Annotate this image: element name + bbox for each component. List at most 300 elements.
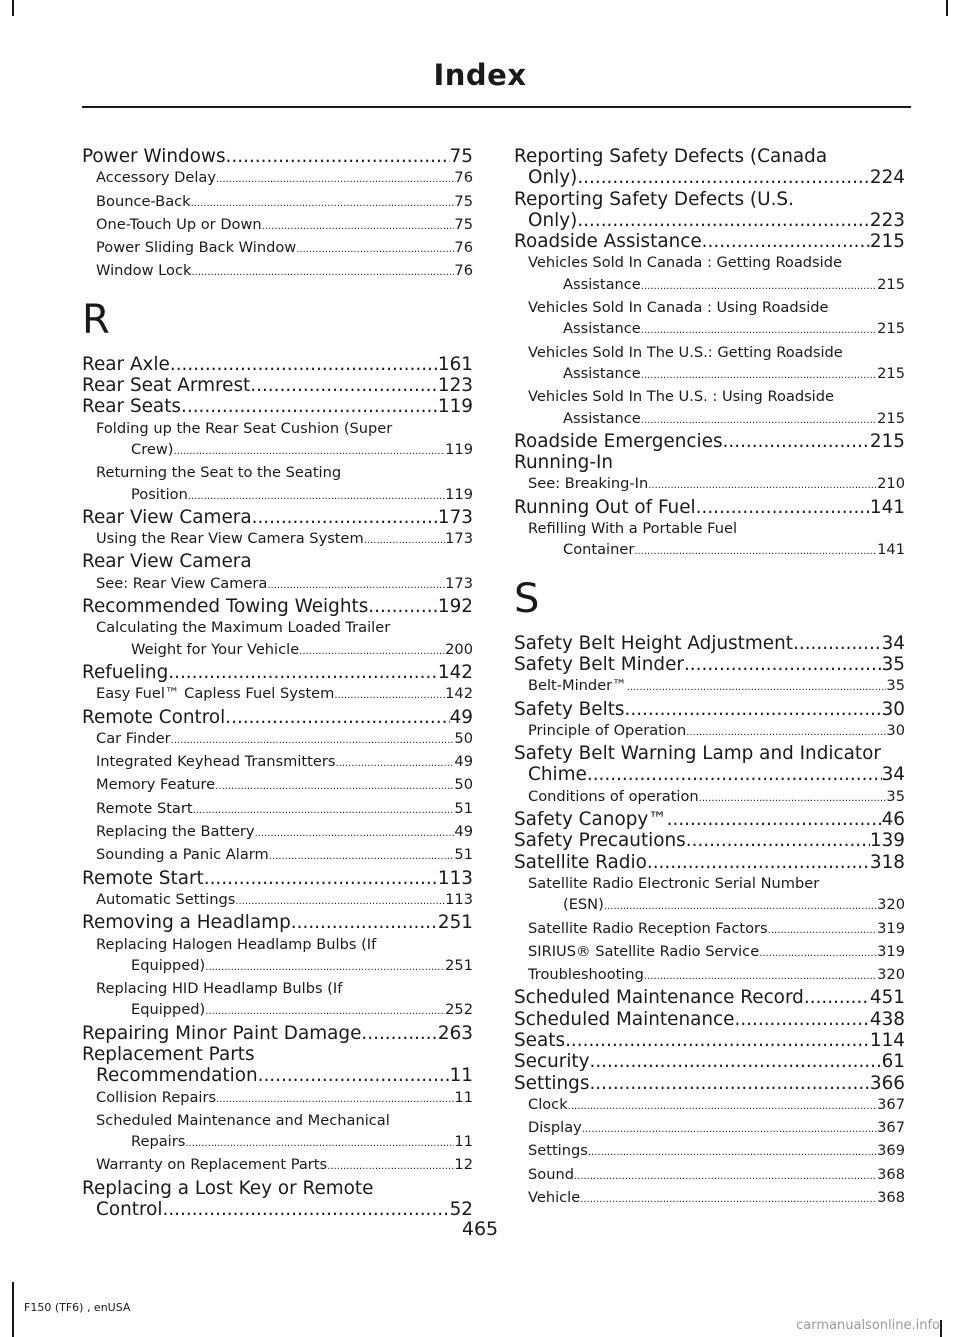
dot-leader (696, 497, 870, 518)
entry-text: Safety Belt Warning Lamp and Indicator (514, 743, 881, 765)
page-reference: 75 (454, 215, 473, 233)
entry-text: Reporting Safety Defects (U.S. (514, 188, 794, 210)
index-entry (82, 868, 473, 889)
dot-leader (191, 193, 455, 214)
crop-mark-top-left (12, 0, 14, 16)
index-subentry (514, 1094, 905, 1117)
entry-line (96, 573, 473, 596)
index-entry (82, 596, 473, 617)
dot-leader (588, 1142, 877, 1163)
entry-continuation: Assistance (563, 409, 641, 427)
index-subentry (514, 297, 905, 342)
entry-text: Vehicles Sold In The U.S. : Using Roadside (528, 388, 834, 406)
index-entry (514, 830, 905, 851)
page-reference: 119 (445, 440, 473, 458)
index-subentry (514, 1187, 905, 1210)
index-entry (514, 497, 905, 518)
index-entry (82, 354, 473, 375)
entry-text: Easy Fuel™ Capless Fuel System (96, 685, 335, 703)
page-reference: 30 (886, 721, 905, 739)
index-subentry (82, 191, 473, 214)
entry-line (514, 699, 905, 720)
index-entry (82, 1044, 473, 1087)
dot-leader (181, 396, 438, 417)
entry-text: Satellite Radio (514, 851, 647, 873)
page-reference: 200 (445, 640, 473, 658)
entry-text: Vehicle (528, 1189, 581, 1207)
entry-line (82, 375, 473, 396)
dot-leader (225, 707, 449, 728)
page-reference: 215 (877, 409, 905, 427)
entry-text: Display (528, 1119, 582, 1137)
page-reference: 320 (877, 966, 905, 984)
page-reference: 50 (454, 729, 473, 747)
index-entry (514, 1030, 905, 1051)
index-subentry (82, 821, 473, 844)
page-reference: 161 (437, 353, 473, 375)
page-reference: 368 (877, 1165, 905, 1183)
index-subentry (82, 844, 473, 867)
entry-continuation: Assistance (563, 364, 641, 382)
entry-line (96, 728, 473, 751)
dot-leader (185, 1133, 454, 1154)
index-subentry (514, 918, 905, 941)
dot-leader (258, 1065, 450, 1086)
dot-leader (291, 912, 438, 933)
entry-text: Replacing a Lost Key or Remote (82, 1177, 374, 1199)
entry-text: Satellite Radio Reception Factors (528, 919, 768, 937)
entry-continuation-line (528, 363, 905, 386)
entry-line (528, 675, 905, 698)
index-entry (514, 852, 905, 873)
dot-leader (699, 788, 887, 809)
dot-leader (267, 575, 445, 596)
entry-text: Replacing Halogen Headlamp Bulbs (If (96, 935, 377, 953)
page-reference: 318 (869, 851, 905, 873)
page-reference: 76 (454, 262, 473, 280)
entry-line (514, 809, 905, 830)
index-entry (514, 1051, 905, 1072)
index-entry (514, 431, 905, 452)
index-entry (82, 707, 473, 728)
entry-line (82, 507, 473, 528)
entry-text: Power Sliding Back Window (96, 239, 297, 257)
entry-text: Power Windows (82, 146, 226, 167)
entry-continuation-line (514, 167, 905, 188)
dot-leader (252, 507, 438, 528)
entry-text: Vehicles Sold In The U.S.: Getting Roadside (528, 343, 843, 361)
entry-text: Collision Repairs (96, 1088, 217, 1106)
index-subentry (514, 964, 905, 987)
dot-leader (364, 530, 445, 551)
entry-text: Belt-Minder™ (528, 677, 627, 695)
page-reference: 11 (449, 1065, 473, 1087)
dot-leader (702, 231, 870, 252)
dot-leader (262, 216, 455, 237)
index-subentry (514, 1140, 905, 1163)
crop-mark-top-right (946, 0, 948, 16)
entry-text: Scheduled Maintenance and Mechanical (96, 1111, 390, 1129)
entry-line (96, 798, 473, 821)
index-subentry (82, 214, 473, 237)
page-reference: 139 (869, 830, 905, 852)
entry-continuation: Assistance (563, 320, 641, 338)
page-reference: 11 (454, 1088, 473, 1106)
index-subentry (514, 786, 905, 809)
entry-line (96, 528, 473, 551)
dot-leader (589, 1073, 869, 1094)
page-reference: 35 (886, 787, 905, 805)
dot-leader (216, 1089, 454, 1110)
entry-line (528, 1187, 905, 1210)
entry-line (82, 912, 473, 933)
entry-text: Roadside Assistance (514, 231, 702, 253)
entry-line (96, 1087, 473, 1110)
entry-text: Rear View Camera (82, 506, 252, 528)
entry-line (96, 167, 473, 190)
entry-continuation-line (528, 274, 905, 297)
entry-text: Vehicles Sold In Canada : Getting Roadside (528, 254, 842, 272)
index-subentry (82, 167, 473, 190)
entry-text: Rear Seat Armrest (82, 375, 251, 397)
page-reference: 369 (877, 1142, 905, 1160)
entry-text: Remote Control (82, 706, 226, 728)
dot-leader (686, 722, 886, 743)
index-subentry (82, 260, 473, 283)
dot-leader (171, 730, 455, 751)
entry-text: Clock (528, 1095, 568, 1113)
dot-leader (216, 169, 454, 190)
dot-leader (173, 441, 445, 462)
entry-text: Scheduled Maintenance (514, 1008, 735, 1030)
dot-leader (269, 846, 455, 867)
index-subentry (514, 342, 905, 387)
page-reference: 76 (454, 169, 473, 187)
dot-leader (641, 365, 877, 386)
index-entry (514, 1009, 905, 1030)
index-entry (514, 699, 905, 720)
dot-leader (334, 685, 445, 706)
page-reference: 141 (877, 541, 905, 559)
entry-line (96, 751, 473, 774)
entry-line (82, 868, 473, 889)
page-reference: 113 (445, 890, 473, 908)
page-reference: 251 (437, 912, 473, 934)
entry-line (528, 1094, 905, 1117)
entry-text: Safety Canopy™ (514, 809, 667, 831)
entry-line (514, 431, 905, 452)
dot-leader (368, 596, 438, 617)
entry-continuation-line (82, 1065, 473, 1086)
page-reference: 76 (454, 239, 473, 257)
page-reference: 451 (869, 987, 905, 1009)
entry-text: Settings (514, 1072, 590, 1094)
page-reference: 119 (445, 485, 473, 503)
index-subentry (82, 418, 473, 463)
page-reference: 319 (877, 919, 905, 937)
entry-line (82, 1023, 473, 1044)
page-reference: 35 (881, 653, 905, 675)
entry-line (82, 396, 473, 417)
entry-line (528, 1117, 905, 1140)
entry-text: Memory Feature (96, 776, 216, 794)
index-subentry (82, 573, 473, 596)
dot-leader (168, 662, 438, 683)
page-reference: 52 (449, 1199, 473, 1221)
entry-text: Folding up the Rear Seat Cushion (Super (96, 419, 393, 437)
dot-leader (641, 320, 877, 341)
entry-line (514, 987, 905, 1008)
entry-text: Safety Belt Minder (514, 653, 684, 675)
index-heading: Running-In (514, 452, 614, 474)
page-reference: 215 (877, 320, 905, 338)
page-reference: 113 (437, 867, 473, 889)
dot-leader (327, 1156, 454, 1177)
entry-continuation: Weight for Your Vehicle (131, 640, 300, 658)
entry-text: Principle of Operation (528, 721, 687, 739)
entry-text: Remote Start (82, 867, 204, 889)
entry-line (82, 596, 473, 617)
dot-leader (644, 966, 877, 987)
watermark: carmanualsonline.info (796, 1318, 940, 1333)
index-subentry (82, 798, 473, 821)
entry-text: Accessory Delay (96, 169, 217, 187)
entry-continuation: Repairs (131, 1133, 186, 1151)
entry-continuation-line (96, 999, 473, 1022)
page-reference: 366 (869, 1072, 905, 1094)
page-reference: 215 (877, 364, 905, 382)
entry-line (96, 774, 473, 797)
index-entry (514, 1073, 905, 1094)
entry-continuation-line (96, 484, 473, 507)
index-subentry (82, 237, 473, 260)
index-entry (82, 146, 473, 167)
page-reference: 251 (445, 956, 473, 974)
index-subentry (82, 617, 473, 662)
crop-mark-bottom-right (940, 1320, 942, 1337)
index-heading: Rear View Camera (82, 551, 252, 573)
page-reference: 30 (881, 698, 905, 720)
page-number: 465 (461, 1218, 499, 1240)
dot-leader (590, 1051, 882, 1072)
dot-leader (641, 410, 877, 431)
dot-leader (191, 262, 454, 283)
page-reference: 61 (881, 1051, 905, 1073)
index-subentry (514, 473, 905, 496)
dot-leader (759, 943, 877, 964)
page-reference: 141 (869, 496, 905, 518)
entry-line (528, 1140, 905, 1163)
footer-model-line: F150 (TF6) , enUSA (24, 1301, 131, 1314)
entry-line (528, 918, 905, 941)
dot-leader (580, 1189, 877, 1210)
page-reference: 119 (437, 396, 473, 418)
index-subentry (82, 683, 473, 706)
entry-line (528, 964, 905, 987)
entry-text: Settings (528, 1142, 588, 1160)
entry-continuation-line (528, 318, 905, 341)
index-entry (514, 987, 905, 1008)
entry-text: Security (514, 1051, 590, 1073)
dot-leader (361, 1023, 437, 1044)
index-entry (82, 662, 473, 683)
dot-leader (188, 486, 445, 507)
index-entry (514, 809, 905, 830)
entry-text: Using the Rear View Camera System (96, 530, 364, 548)
entry-line (96, 821, 473, 844)
page-reference: 49 (449, 706, 473, 728)
index-subentry (82, 774, 473, 797)
page-reference: 35 (886, 677, 905, 695)
entry-text: SIRIUS® Satellite Radio Service (528, 942, 760, 960)
entry-line (528, 1164, 905, 1187)
page-reference: 252 (445, 1001, 473, 1019)
dot-leader (634, 541, 877, 562)
page-reference: 210 (877, 475, 905, 493)
dot-leader (641, 276, 877, 297)
dot-leader (235, 891, 445, 912)
entry-line (514, 852, 905, 873)
dot-leader (627, 677, 887, 698)
index-entry (514, 654, 905, 675)
page-reference: 51 (454, 799, 473, 817)
entry-line (96, 191, 473, 214)
entry-continuation: Only) (528, 209, 578, 231)
entry-line (514, 1051, 905, 1072)
dot-leader (204, 868, 438, 889)
page-reference: 123 (437, 375, 473, 397)
entry-text: Satellite Radio Electronic Serial Number (528, 874, 820, 892)
entry-text: Running Out of Fuel (514, 496, 696, 518)
entry-text: Roadside Emergencies (514, 430, 723, 452)
entry-continuation-line (96, 639, 473, 662)
index-column-left (82, 146, 473, 1220)
page-reference: 11 (454, 1133, 473, 1151)
entry-text: Replacement Parts (82, 1043, 255, 1065)
entry-text: Integrated Keyhead Transmitters (96, 753, 336, 771)
entry-line (514, 633, 905, 654)
entry-line (96, 889, 473, 912)
dot-leader (568, 1096, 877, 1117)
index-entry (514, 189, 905, 232)
index-entry (82, 912, 473, 933)
index-subentry (514, 675, 905, 698)
entry-text: See: Breaking-In (528, 475, 649, 493)
entry-text: Window Lock (96, 262, 192, 280)
page-reference: 368 (877, 1189, 905, 1207)
entry-continuation-line (96, 1131, 473, 1154)
index-subentry (514, 720, 905, 743)
dot-leader (296, 239, 454, 260)
entry-continuation: Chime (528, 764, 587, 786)
page-reference: 223 (869, 209, 905, 231)
entry-line (514, 1073, 905, 1094)
entry-text: Seats (514, 1029, 566, 1051)
entry-text: Replacing HID Headlamp Bulbs (If (96, 980, 343, 998)
page-reference: 319 (877, 942, 905, 960)
entry-text: Returning the Seat to the Seating (96, 464, 342, 482)
page-reference: 367 (877, 1095, 905, 1113)
index-subentry (82, 528, 473, 551)
dot-leader (215, 776, 454, 797)
index-subentry (82, 934, 473, 979)
entry-text: One-Touch Up or Down (96, 215, 262, 233)
index-entry (82, 375, 473, 396)
dot-leader (625, 699, 882, 720)
dot-leader (577, 210, 870, 231)
page-reference: 51 (454, 846, 473, 864)
index-entry (82, 507, 473, 528)
dot-leader (250, 375, 438, 396)
entry-text: Car Finder (96, 729, 171, 747)
index-subentry (514, 386, 905, 431)
page-reference: 114 (869, 1029, 905, 1051)
entry-continuation: Crew) (131, 440, 174, 458)
entry-continuation: Equipped) (131, 956, 206, 974)
dot-leader (587, 764, 882, 785)
dot-leader (648, 475, 877, 496)
entry-continuation: Only) (528, 167, 578, 189)
dot-leader (582, 1119, 877, 1140)
entry-line (514, 497, 905, 518)
page-reference: 215 (877, 275, 905, 293)
page-reference: 215 (869, 430, 905, 452)
entry-text: Safety Belts (514, 698, 625, 720)
index-subentry (514, 252, 905, 297)
index-subentry (514, 1117, 905, 1140)
page-reference: 173 (445, 530, 473, 548)
index-subentry (82, 1110, 473, 1155)
entry-text: Calculating the Maximum Loaded Trailer (96, 619, 391, 637)
index-subentry (82, 978, 473, 1023)
dot-leader (768, 920, 877, 941)
index-subentry (82, 1154, 473, 1177)
entry-text: Replacing the Battery (96, 823, 255, 841)
entry-line (96, 237, 473, 260)
entry-text: Rear Seats (82, 396, 181, 418)
entry-line (528, 720, 905, 743)
entry-continuation: Control (96, 1199, 163, 1221)
index-subentry (514, 518, 905, 563)
page-reference: 438 (869, 1008, 905, 1030)
dot-leader (170, 354, 438, 375)
dot-leader (574, 1166, 877, 1187)
page-reference: 46 (881, 809, 905, 831)
entry-continuation-line (96, 439, 473, 462)
entry-line (514, 1030, 905, 1051)
dot-leader (804, 987, 870, 1008)
dot-leader (686, 830, 870, 851)
page-reference: 173 (445, 574, 473, 592)
entry-text: Bounce-Back (96, 192, 191, 210)
index-entry (82, 1178, 473, 1221)
entry-line (96, 260, 473, 283)
entry-continuation: Container (563, 541, 635, 559)
entry-line (514, 654, 905, 675)
entry-text: Scheduled Maintenance Record (514, 987, 804, 1009)
entry-line (96, 683, 473, 706)
index-column-right (514, 146, 905, 1210)
page-reference: 75 (454, 192, 473, 210)
index-subentry (514, 873, 905, 918)
page-reference: 224 (869, 167, 905, 189)
page-reference: 142 (445, 685, 473, 703)
page-reference: 367 (877, 1119, 905, 1137)
page-reference: 75 (449, 146, 473, 167)
entry-line (514, 231, 905, 252)
page-reference: 173 (437, 506, 473, 528)
dot-leader (193, 800, 455, 821)
